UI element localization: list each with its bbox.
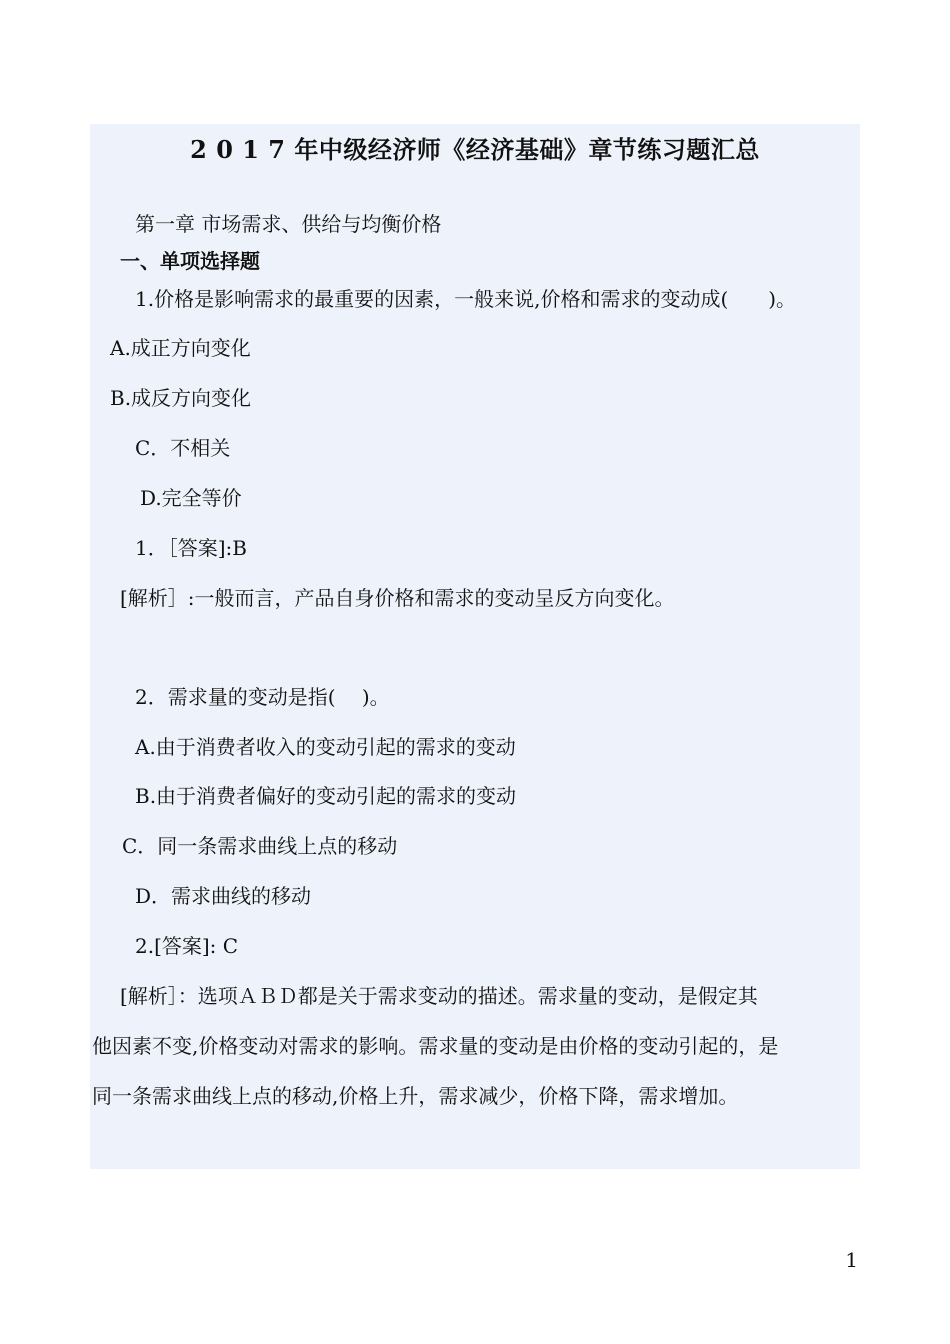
question-2-option-b: B.由于消费者偏好的变动引起的需求的变动 bbox=[135, 784, 517, 808]
question-1-option-b: B.成反方向变化 bbox=[110, 386, 252, 410]
question-1-option-a: A.成正方向变化 bbox=[110, 336, 251, 360]
page-number: 1 bbox=[845, 1248, 858, 1272]
question-2-analysis-line-2: 他因素不变,价格变动对需求的影响。需求量的变动是由价格的变动引起的，是 bbox=[92, 1034, 779, 1058]
chapter-heading: 第一章 市场需求、供给与均衡价格 bbox=[135, 212, 442, 236]
document-title: 2 0 1 7 年中级经济师《经济基础》章节练习题汇总 bbox=[190, 135, 760, 164]
question-1-option-d: D.完全等价 bbox=[140, 486, 242, 510]
question-2-option-a: A.由于消费者收入的变动引起的需求的变动 bbox=[135, 735, 516, 759]
question-1-answer: 1．［答案]:B bbox=[135, 536, 247, 560]
question-2-analysis-line-3: 同一条需求曲线上点的移动,价格上升，需求减少，价格下降，需求增加。 bbox=[92, 1084, 739, 1108]
question-2-analysis-line-1: [解析］：选项ＡＢＤ都是关于需求变动的描述。需求量的变动，是假定其 bbox=[120, 984, 758, 1008]
question-1-stem: 1.价格是影响需求的最重要的因素，一般来说,价格和需求的变动成( )。 bbox=[135, 287, 797, 311]
question-2-option-c: C．同一条需求曲线上点的移动 bbox=[122, 834, 398, 858]
question-2-stem: 2．需求量的变动是指( )。 bbox=[135, 685, 390, 709]
section-heading: 一、单项选择题 bbox=[120, 249, 260, 273]
question-2-answer: 2.[答案]: C bbox=[135, 934, 239, 958]
content-panel bbox=[90, 124, 860, 1169]
question-2-option-d: D．需求曲线的移动 bbox=[135, 884, 312, 908]
question-1-option-c: C．不相关 bbox=[135, 436, 231, 460]
question-1-analysis: [解析］:一般而言，产品自身价格和需求的变动呈反方向变化。 bbox=[120, 586, 675, 610]
